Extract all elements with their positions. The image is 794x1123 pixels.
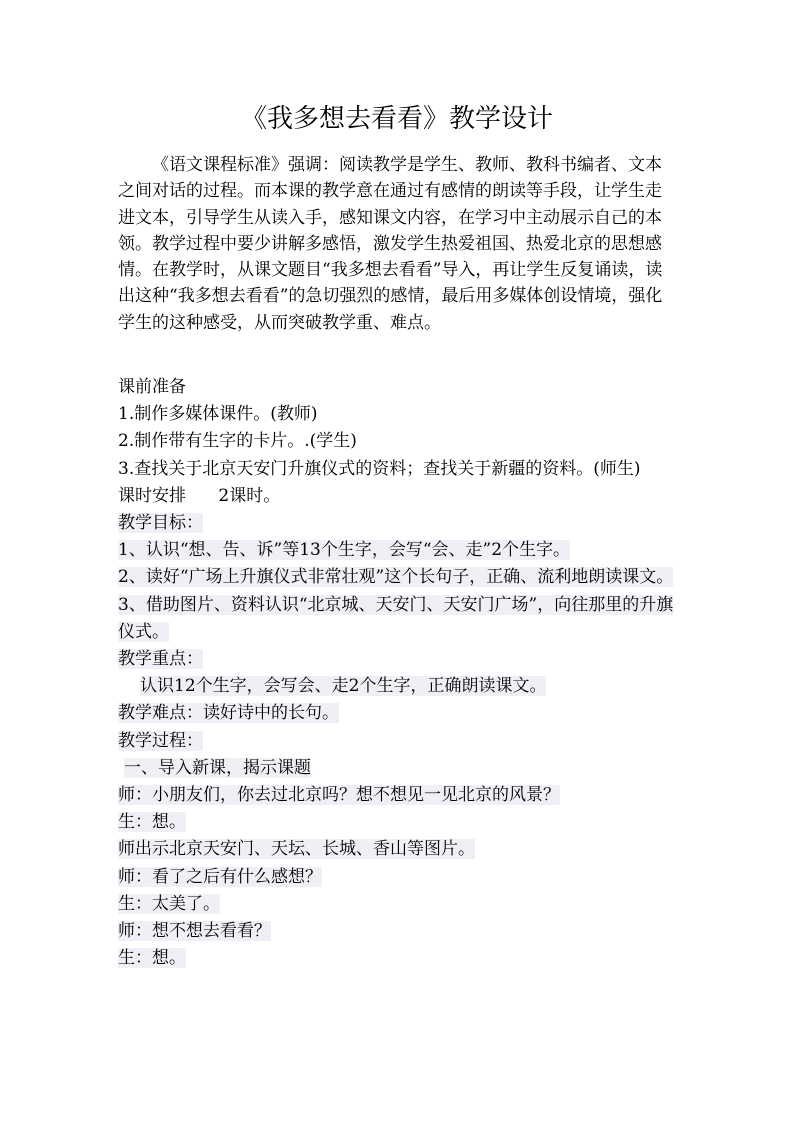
prep-heading: 课前准备 [118, 377, 186, 397]
process-section-title: 一、导入新课，揭示课题 [124, 757, 311, 778]
dialog-line: 生：想。 [118, 812, 186, 833]
key-points-text: 认识12个生字，会写会、走2个生字，正确朗读课文。 [140, 676, 547, 697]
schedule-line: 课时安排 2课时。 [118, 485, 281, 506]
document-title: 《我多想去看看》教学设计 [240, 104, 553, 134]
goal-item: 1、认识“想、告、诉”等13个生字，会写“会、走”2个生字。 [118, 540, 571, 561]
goals-heading: 教学目标： [118, 513, 203, 534]
goal-item: 2、读好“广场上升旗仪式非常壮观”这个长句子，正确、流利地朗读课文。 [118, 567, 674, 588]
dialog-line: 生：想。 [118, 948, 186, 969]
prep-item: 2.制作带有生字的卡片。.(学生) [118, 431, 357, 452]
dialog-line: 师：看了之后有什么感想？ [118, 866, 322, 887]
dialog-line: 师：想不想去看看？ [118, 921, 271, 942]
dialog-line: 师出示北京天安门、天坛、长城、香山等图片。 [118, 839, 475, 860]
key-points-heading: 教学重点： [118, 649, 203, 670]
dialog-line: 生：太美了。 [118, 893, 220, 914]
prep-item: 3.查找关于北京天安门升旗仪式的资料；查找关于新疆的资料。(师生) [118, 458, 641, 479]
dialog-line: 师：小朋友们，你去过北京吗？想不想见一见北京的风景？ [118, 785, 560, 806]
process-heading: 教学过程： [118, 730, 203, 751]
intro-paragraph: 《语文课程标准》强调：阅读教学是学生、教师、教科书编者、文本之间对话的过程。而本课的教学意在通过有感情的朗读等手段，让学生走进文本，引导学生从读入手，感知课文内容，在学习中主动展示自己的本领。教学过程中要少讲解多感悟，激发学生热爱祖国、热爱北京的思想感情。在教学时，从课文题目“我多想去看看”导入，再让学生反复诵读，读出这种“我多想去看看”的急切强烈的感情，最后用多媒体创设情境，强化学生的这种感受，从而突破教学重、难点。 [118, 155, 663, 333]
body-lines [118, 374, 688, 972]
goal-item: 3、借助图片、资料认识“北京城、天安门、天安门广场”，向往那里的升旗仪式。 [118, 594, 674, 642]
prep-item: 1.制作多媒体课件。(教师) [118, 404, 318, 425]
difficulty-line: 教学难点：读好诗中的长句。 [118, 703, 339, 724]
